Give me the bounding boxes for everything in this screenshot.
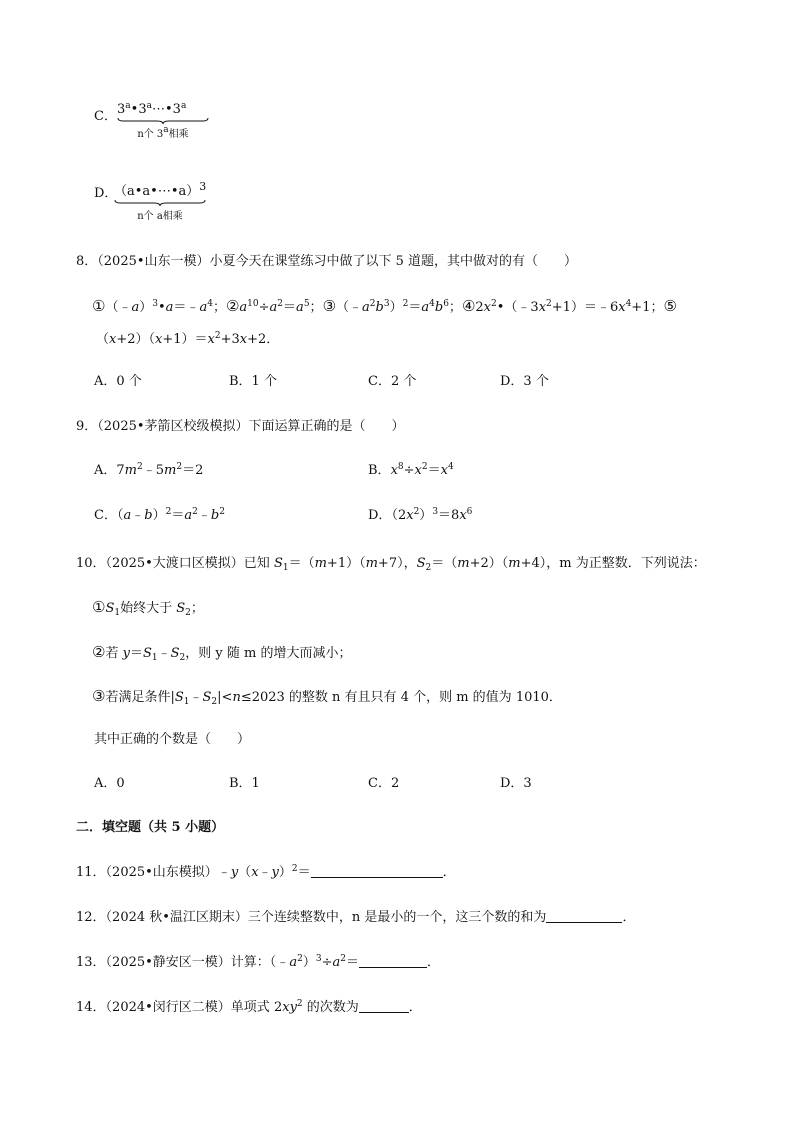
q9-option-a[interactable]: A．$7m^2﹣5m^2=2$ [94,462,204,478]
option-c-underbrace-expression [117,102,213,140]
underbrace-icon [117,117,209,125]
q9-stem: 9．（2025•茅箭区校级模拟）下面运算正确的是（ ） [76,419,405,434]
option-d-underbrace-expression [114,180,224,222]
q10-option-a[interactable]: A．0 [94,776,125,791]
option-c-letter: C． [94,109,117,124]
q14: 14．（2024•闵行区二模）单项式 $2xy^2$ 的次数为 ． [76,999,422,1015]
q8-items-line1: $①(﹣a)^3•a=﹣a^4$；$②a^{10}\div a^2=a^5$；$③(﹣a^2b^3)^2=a^4b^6$；$④2x^2•(﹣3x^2+1)=﹣6x^4+1$；⑤ [92,297,677,315]
q9-option-d[interactable]: D．$(2x^2)^3=8x^6$ [368,507,473,523]
q11-answer-blank[interactable] [311,865,443,878]
q10-item-2: ②若 $y=S_1﹣S_2$，则 y 随 m 的增大而减小； [92,643,352,663]
option-d-letter: D． [94,186,118,201]
q10-item-3: ③若满足条件$|S_1﹣S_2|<n\le 2023$ 的整数 n 有且只有 4 个，则 m 的值为 1010． [92,687,562,707]
q10-option-b[interactable]: B．1 [229,776,260,791]
q8-option-b[interactable]: B．1 个 [229,374,277,389]
q8-items-line2: $(x+2)(x+1)=x^2+3x+2$． [96,331,280,347]
q8-option-a[interactable]: A．0 个 [94,374,142,389]
q14-answer-blank[interactable] [359,1000,409,1013]
q8-option-c[interactable]: C．2 个 [368,374,417,389]
q9-option-c[interactable]: C．$(a﹣b)^2=a^2﹣b^2$ [94,507,225,523]
q10-option-d[interactable]: D．3 [500,776,532,791]
q8-stem: 8．（2025•山东一模）小夏今天在课堂练习中做了以下 5 道题，其中做对的有（ ） [76,254,578,269]
q11: 11．（2025•山东模拟）﹣y（x﹣y）$^2$＝ ． [76,864,456,880]
q13: 13．（2025•静安区一模）计算：$(﹣a^2)^3\div a^2=$ ． [76,954,440,970]
option-c-brace-label: n个 3$^a$相乘 [137,125,189,140]
q10-stem: 10．（2025•大渡口区模拟）已知 $S_1=(m+1)(m+7)$，$S_2=(m+2)(m+4)$，m 为正整数．下列说法： [76,556,706,573]
option-d-brace-label: n个 a相乘 [137,211,183,222]
q9-option-b[interactable]: B．$x^8\div x^2=x^4$ [368,462,454,478]
q8-option-d[interactable]: D．3 个 [500,374,549,389]
q10-item-1: $①S_1$始终大于 $S_2$； [92,598,204,618]
option-d-product: （a•a•⋯•a）$^3$ [114,180,207,199]
q12: 12．（2024 秋•温江区期末）三个连续整数中，n 是最小的一个，这三个数的和为 ． [76,910,636,925]
q13-answer-blank[interactable] [359,955,427,968]
q10-ask: 其中正确的个数是（ ） [94,732,251,747]
option-c-product: 3$^a$•3$^a$⋯•3$^a$ [117,101,187,117]
q10-option-c[interactable]: C．2 [368,776,400,791]
underbrace-icon [114,199,206,207]
q12-answer-blank[interactable] [546,910,622,923]
section-heading: 二．填空题（共 5 小题） [76,820,225,835]
